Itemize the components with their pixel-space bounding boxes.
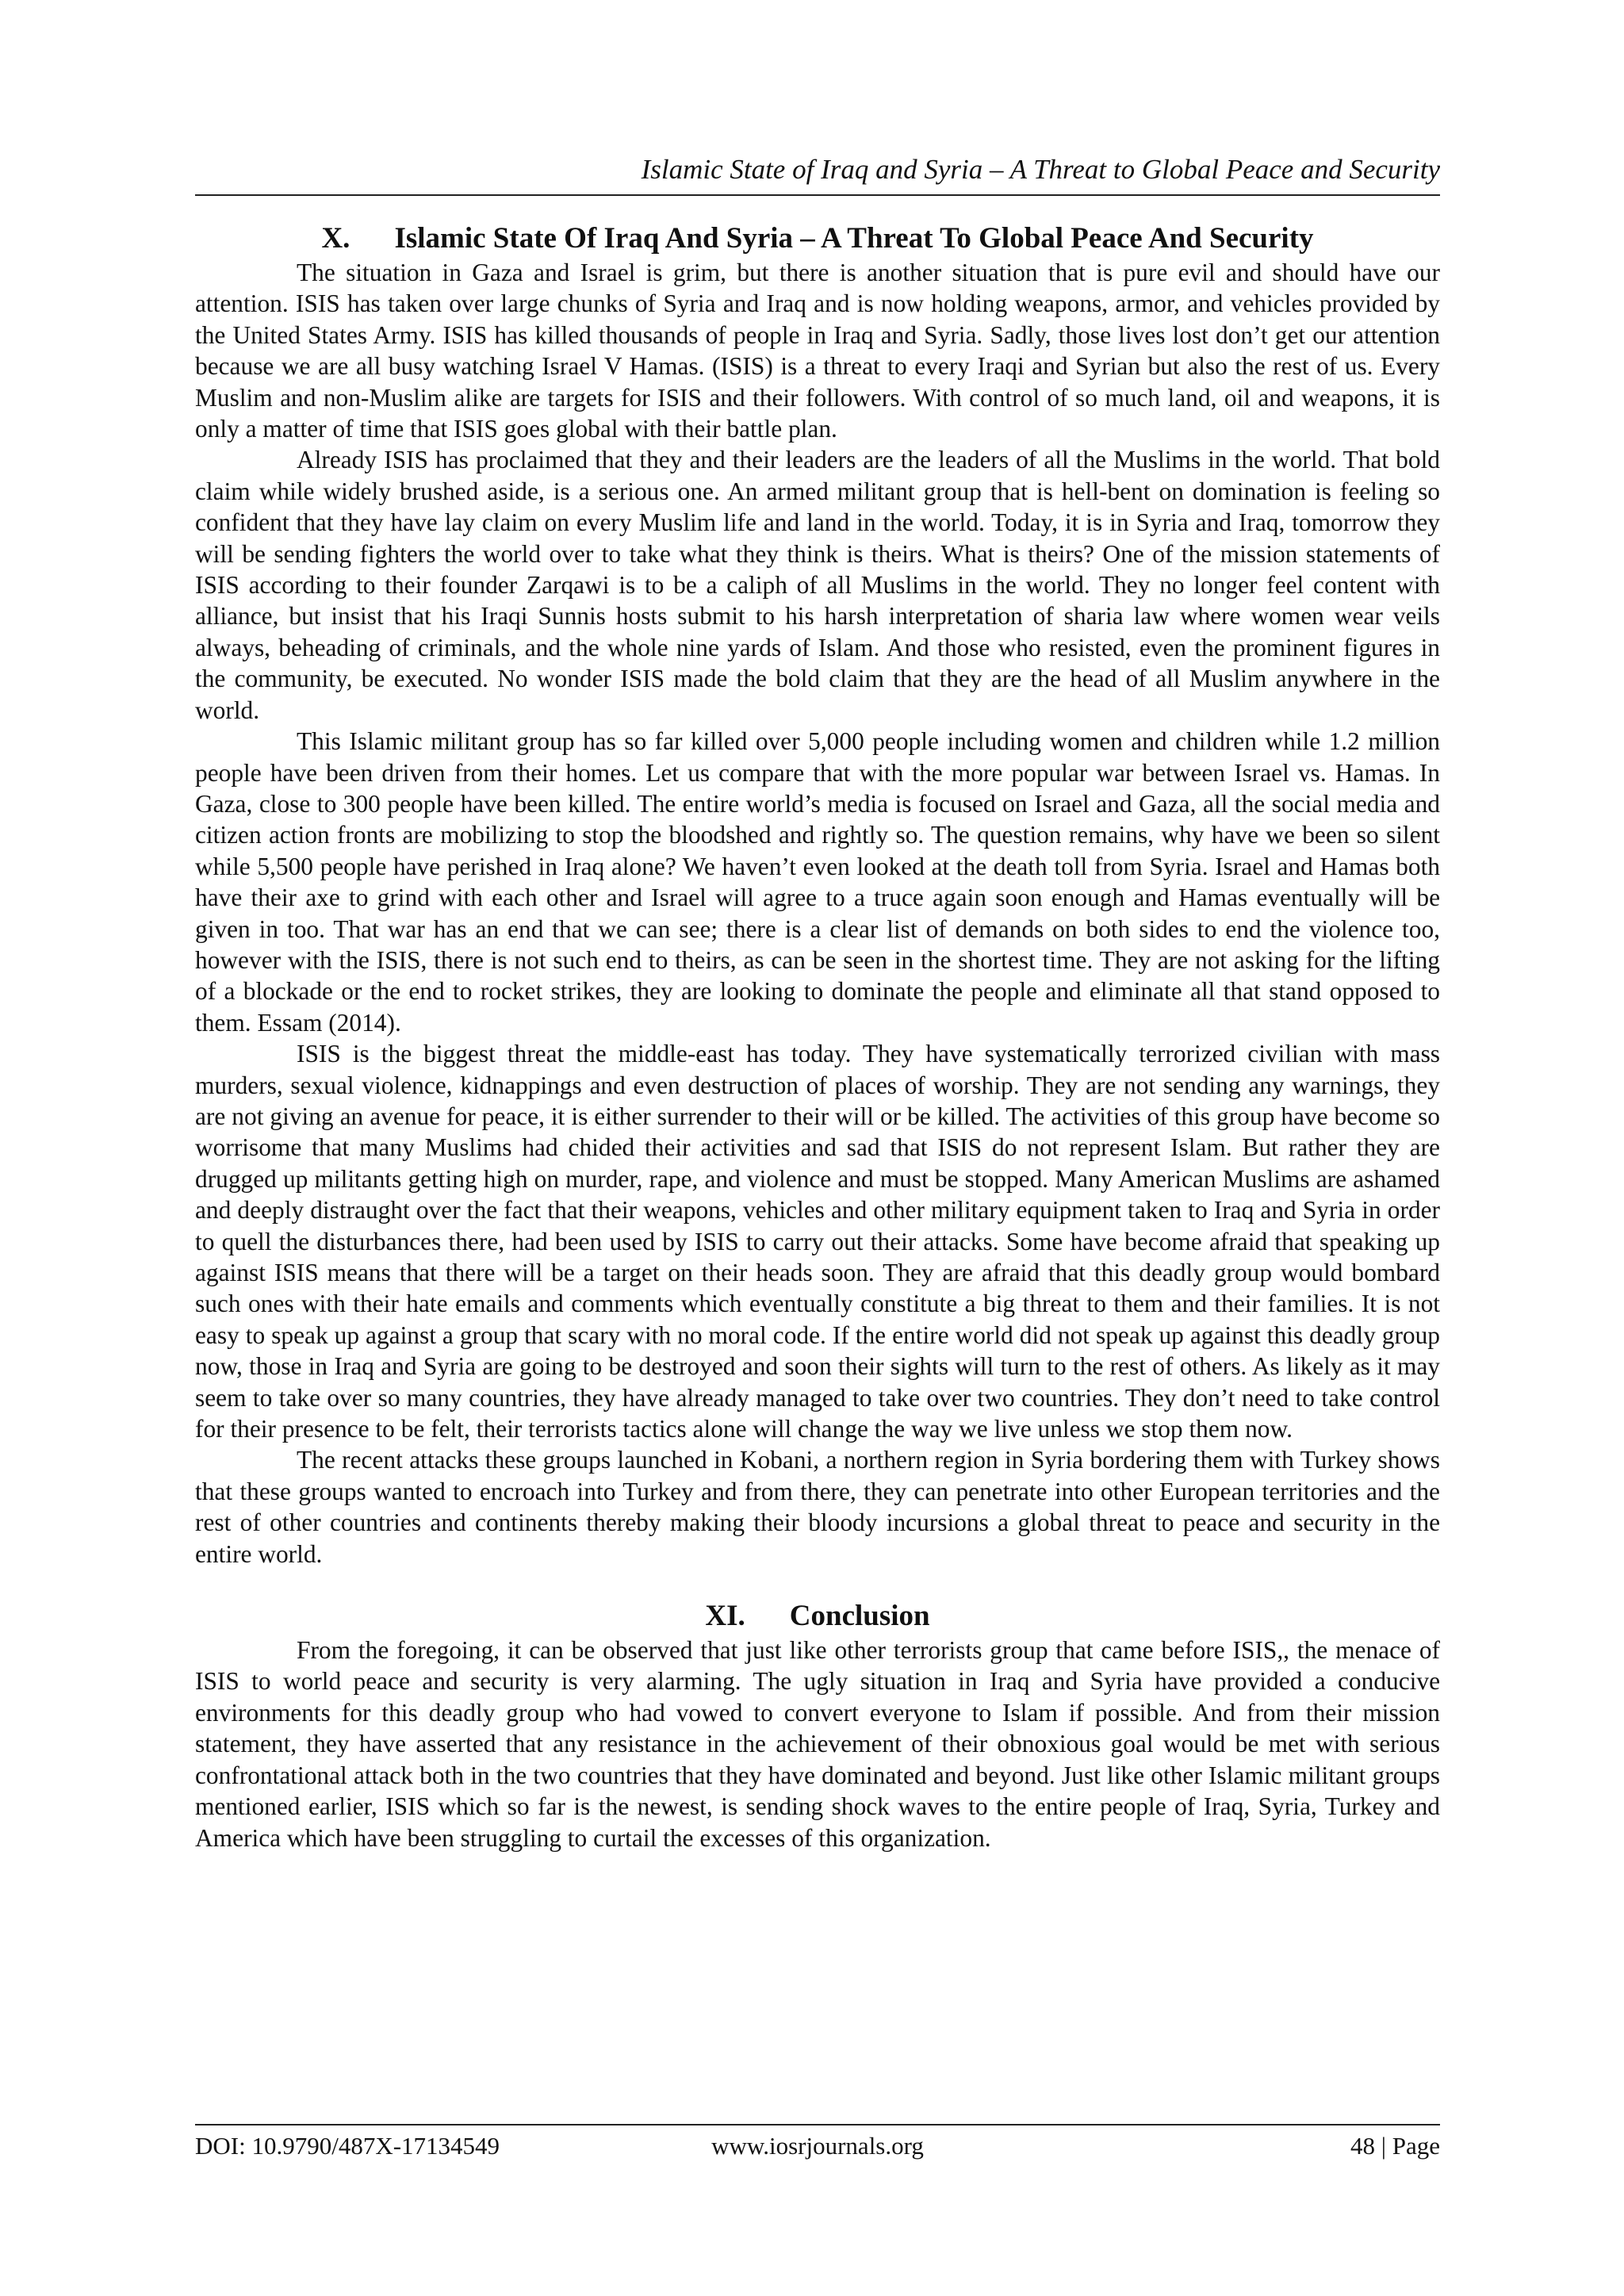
running-header: Islamic State of Iraq and Syria – A Threat to Global Peace and Security — [641, 154, 1440, 185]
footer-website: www.iosrjournals.org — [711, 2132, 924, 2160]
body-column — [195, 220, 1440, 1853]
section-x-paragraph-4: ISIS is the biggest threat the middle-east has today. They have systematically terrorized civilian with mass murders, sexual violence, kidnappings and even destruction of places of worship. They are not sending any warnings, they are not giving an avenue for peace, it is either surrender to their will or be killed. The activities of this group have become so worrisome that many Muslims had chided their activities and sad that ISIS do not represent Islam. But rather they are drugged up militants getting high on murder, rape, and violence and must be stopped. Many American Muslims are ashamed and deeply distraught over the fact that their weapons, vehicles and other military equipment taken to Iraq and Syria in order to quell the disturbances there, had been used by ISIS to carry out their attacks. Some have become afraid that speaking up against ISIS means that there will be a target on their heads soon. They are afraid that this deadly group would bombard such ones with their hate emails and comments which eventually constitute a big threat to them and their families. It is not easy to speak up against a group that scary with no moral code. If the entire world did not speak up against this deadly group now, those in Iraq and Syria are going to be destroyed and soon their sights will turn to the rest of others. As likely as it may seem to take over so many countries, they have already managed to take over two countries. They don’t need to take control for their presence to be felt, their terrorists tactics alone will change the way we live unless we stop them now. — [195, 1040, 1440, 1443]
section-xi-number: XI. — [705, 1600, 745, 1633]
section-x-paragraph-3: This Islamic militant group has so far killed over 5,000 people including women and children while 1.2 million people have been driven from their homes. Let us compare that with the more popular war between Israel vs. Hamas. In Gaza, close to 300 people have been killed. The entire world’s media is focused on Israel and Gaza, all the social media and citizen action fronts are mobilizing to stop the bloodshed and rightly so. The question remains, why have we been so silent while 5,500 people have perished in Iraq alone? We haven’t even looked at the death toll from Syria. Israel and Hamas both have their axe to grind with each other and Israel will agree to a truce again soon enough and Hamas eventually will be given in too. That war has an end that we can see; there is a clear list of demands on both sides to end the violence too, however with the ISIS, there is not such end to theirs, as can be seen in the shortest time. They are not asking for the lifting of a blockade or the end to rocket strikes, they are looking to dominate the people and eliminate all that stand opposed to them. Essam (2014). — [195, 727, 1440, 1037]
section-gap — [195, 1570, 1440, 1598]
section-x-title: Islamic State Of Iraq And Syria – A Threat To Global Peace And Security — [394, 222, 1314, 255]
section-xi-paragraph-1: From the foregoing, it can be observed that just like other terrorists group that came before ISIS,, the menace of ISIS to world peace and security is very alarming. The ugly situation in Iraq and Syria have provided a conducive environments for this deadly group who had vowed to convert everyone to Islam if possible. And from their mission statement, they have asserted that any resistance in the achievement of their obnoxious goal would be met with serious confrontational attack both in the two countries that they have dominated and beyond. Just like other Islamic militant groups mentioned earlier, ISIS which so far is the newest, is sending shock waves to the entire people of Iraq, Syria, Turkey and America which have been struggling to curtail the excesses of this organization. — [195, 1636, 1440, 1852]
section-x-paragraph-5: The recent attacks these groups launched in Kobani, a northern region in Syria bordering them with Turkey shows that these groups wanted to encroach into Turkey and from there, they can penetrate into other European territories and the rest of other countries and continents thereby making their bloody incursions a global threat to peace and security in the entire world. — [195, 1446, 1440, 1568]
footer-rule — [195, 2124, 1440, 2125]
section-x-number: X. — [321, 222, 350, 255]
section-x-heading — [195, 220, 1440, 257]
footer-page-number: 48 | Page — [1350, 2132, 1440, 2160]
section-xi-title: Conclusion — [789, 1600, 930, 1633]
section-x-paragraph-2: Already ISIS has proclaimed that they and their leaders are the leaders of all the Muslims in the world. That bold claim while widely brushed aside, is a serious one. An armed militant group that is hell-bent on domination is feeling so confident that they have lay claim on every Muslim life and land in the world. Today, it is in Syria and Iraq, tomorrow they will be sending fighters the world over to take what they think is theirs. What is theirs? One of the mission statements of ISIS according to their founder Zarqawi is to be a caliph of all Muslims in the world. They no longer feel content with alliance, but insist that his Iraqi Sunnis hosts submit to his harsh interpretation of sharia law where women wear veils always, beheading of criminals, and the whole nine yards of Islam. And those who resisted, even the prominent figures in the community, be executed. No wonder ISIS made the bold claim that they are the head of all Muslim anywhere in the world. — [195, 446, 1440, 724]
footer-doi: DOI: 10.9790/487X-17134549 — [195, 2132, 500, 2160]
header-rule — [195, 194, 1440, 196]
section-xi-heading — [195, 1598, 1440, 1635]
section-x-paragraph-1: The situation in Gaza and Israel is grim, but there is another situation that is pure evil and should have our attention. ISIS has taken over large chunks of Syria and Iraq and is now holding weapons, armor, and vehicles provided by the United States Army. ISIS has killed thousands of people in Iraq and Syria. Sadly, those lives lost don’t get our attention because we are all busy watching Israel V Hamas. (ISIS) is a threat to every Iraqi and Syrian but also the rest of us. Every Muslim and non-Muslim alike are targets for ISIS and their followers. With control of so much land, oil and weapons, it is only a matter of time that ISIS goes global with their battle plan. — [195, 259, 1440, 443]
